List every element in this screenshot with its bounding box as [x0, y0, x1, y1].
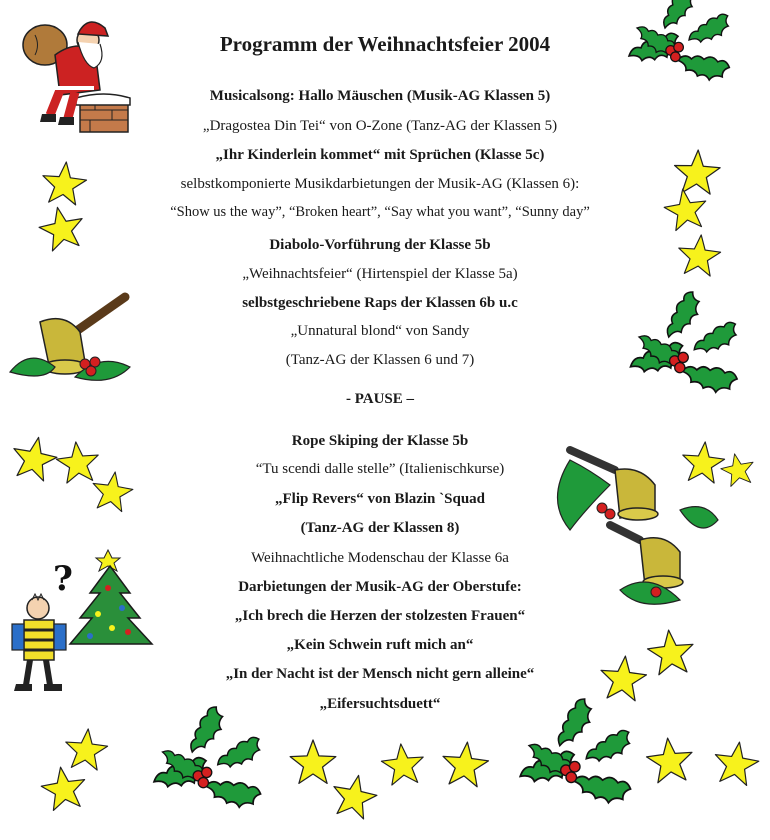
program-item: „Unnatural blond“ von Sandy: [290, 323, 470, 339]
star-icon: [712, 740, 760, 788]
christmas-tree-icon: [68, 548, 158, 648]
holly-icon: [508, 728, 638, 816]
star-icon: [720, 452, 756, 488]
star-icon: [646, 628, 696, 678]
program-item: „Kein Schwein ruft mich an“: [286, 637, 474, 653]
star-icon: [676, 233, 722, 279]
star-icon: [645, 736, 695, 786]
program-item: selbstgeschriebene Raps der Klassen 6b u.c: [242, 295, 518, 311]
program-item: Musicalsong: Hallo Mäuschen (Musik-AG Klassen 5): [209, 88, 551, 104]
program-item: (Tanz-AG der Klassen 6 und 7): [285, 352, 475, 368]
program-item: „Ihr Kinderlein kommet“ mit Sprüchen (Klasse 5c): [215, 147, 545, 163]
program-item: „Ich brech die Herzen der stolzesten Frauen“: [234, 608, 526, 624]
program-item: Diabolo-Vorführung der Klasse 5b: [269, 237, 491, 253]
star-icon: [38, 205, 86, 253]
program-item: “Show us the way”, “Broken heart”, “Say what you want”, “Sunny day”: [170, 204, 590, 220]
santa-icon: [20, 10, 130, 135]
star-icon: [40, 160, 88, 208]
page-title: Programm der Weihnachtsfeier 2004: [219, 32, 551, 56]
program-item: “Tu scendi dalle stelle” (Italienischkurse): [255, 461, 505, 477]
bell-icon: [5, 292, 135, 392]
star-icon: [40, 765, 88, 813]
program-item: selbstkomponierte Musikdarbietungen der Musik-AG (Klassen 6):: [180, 176, 580, 192]
program-item: „In der Nacht ist der Mensch nicht gern alleine“: [225, 666, 535, 682]
program-item: Darbietungen der Musik-AG der Oberstufe:: [238, 579, 522, 595]
star-icon: [90, 470, 134, 514]
program-item: (Tanz-AG der Klassen 8): [300, 520, 460, 536]
star-icon: [330, 773, 378, 821]
star-icon: [663, 187, 709, 233]
pause-label: - PAUSE –: [345, 391, 415, 407]
program-item: „Dragostea Din Tei“ von O-Zone (Tanz-AG der Klassen 5): [202, 118, 558, 134]
program-item: „Eifersuchtsduett“: [319, 696, 441, 712]
svg-text:?: ?: [53, 559, 73, 599]
program-item: Rope Skiping der Klasse 5b: [291, 433, 469, 449]
star-icon: [10, 435, 58, 483]
program-item: „Flip Revers“ von Blazin `Squad: [274, 491, 486, 507]
holly-icon: [612, 12, 742, 92]
star-icon: [380, 742, 426, 788]
holly-icon: [614, 320, 749, 405]
program-item: Weihnachtliche Modenschau der Klasse 6a: [251, 550, 509, 566]
holly-icon: [140, 735, 270, 820]
star-icon: [440, 740, 490, 790]
program-item: „Weihnachtsfeier“ (Hirtenspiel der Klasse 5a): [242, 266, 518, 282]
star-icon: [598, 654, 648, 704]
